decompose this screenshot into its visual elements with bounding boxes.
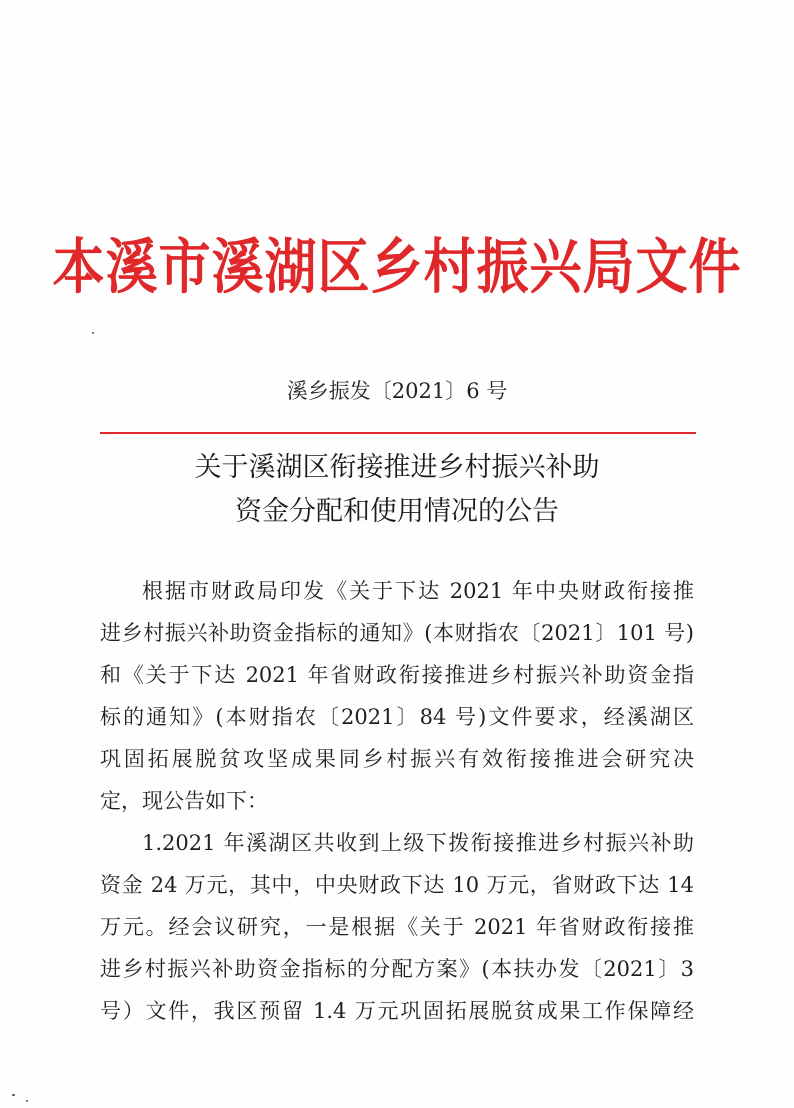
- title-line-2: 资金分配和使用情况的公告: [235, 496, 559, 527]
- body-line-4: 标的通知》(本财指农〔2021〕84 号)文件要求，经溪湖区: [100, 705, 694, 729]
- body-line-10: 进乡村振兴补助资金指标的分配方案》(本扶办发〔2021〕3: [100, 957, 694, 981]
- body-line-11: 号）文件，我区预留 1.4 万元巩固拓展脱贫成果工作保障经: [100, 999, 694, 1023]
- body-line-5: 巩固拓展脱贫攻坚成果同乡村振兴有效衔接推进会研究决: [100, 747, 694, 771]
- body-line-6: 定，现公告如下：: [100, 789, 268, 813]
- document-title: [0, 446, 794, 534]
- body-line-2: 进乡村振兴补助资金指标的通知》(本财指农〔2021〕101 号): [100, 621, 694, 645]
- scan-speck: [26, 1100, 28, 1102]
- title-line-1: 关于溪湖区衔接推进乡村振兴补助: [194, 452, 600, 483]
- document-number: 溪乡振发〔2021〕6 号: [286, 379, 508, 403]
- body-line-1: 根据市财政局印发《关于下达 2021 年中央财政衔接推: [142, 579, 694, 603]
- scan-speck: [92, 332, 94, 334]
- body-text: [100, 570, 694, 1032]
- red-separator-line: [100, 432, 696, 434]
- scan-speck: [12, 1094, 15, 1096]
- body-line-9: 万元。经会议研究，一是根据《关于 2021 年省财政衔接推: [100, 915, 694, 939]
- body-line-3: 和《关于下达 2021 年省财政衔接推进乡村振兴补助资金指: [100, 663, 694, 687]
- issuer-header: 本溪市溪湖区乡村振兴局文件: [52, 233, 742, 303]
- body-line-7: 1.2021 年溪湖区共收到上级下拨衔接推进乡村振兴补助: [142, 831, 694, 855]
- body-line-8: 资金 24 万元，其中，中央财政下达 10 万元，省财政下达 14: [100, 873, 694, 897]
